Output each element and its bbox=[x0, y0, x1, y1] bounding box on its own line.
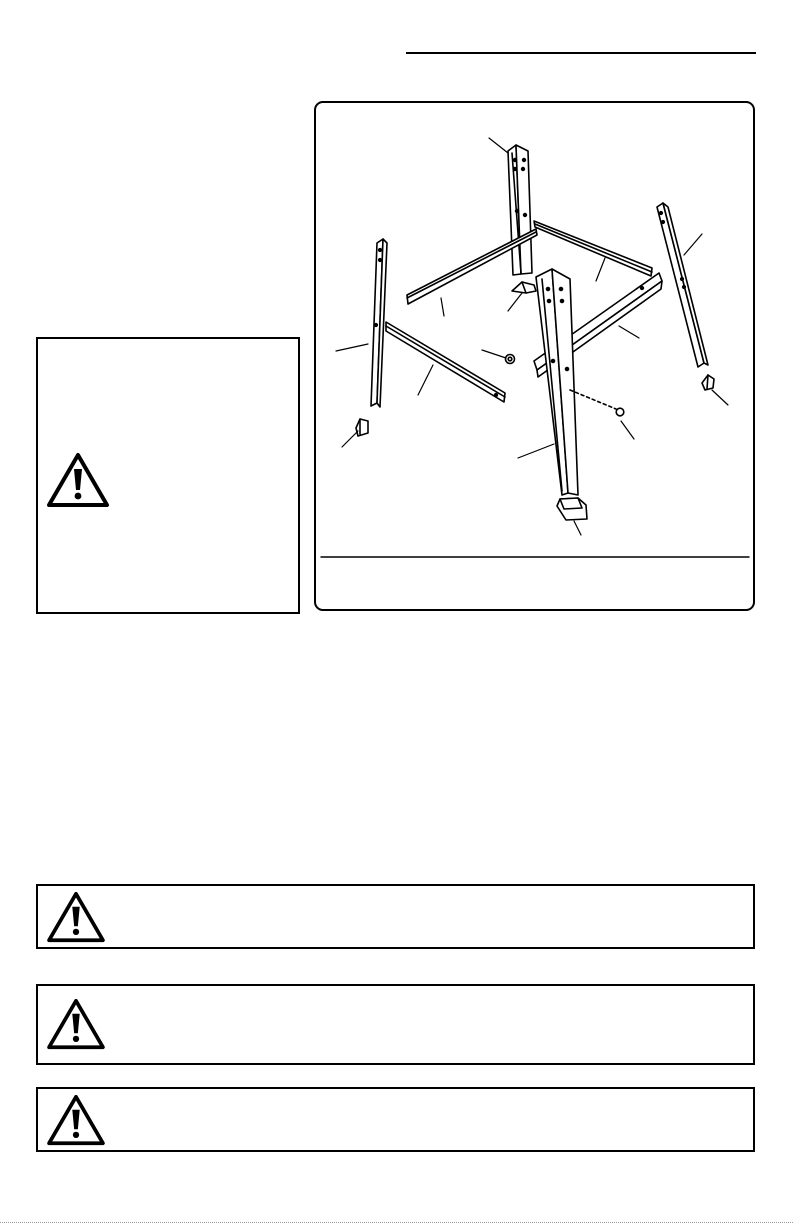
stand-assembly-figure bbox=[314, 101, 755, 611]
warning-triangle-icon bbox=[46, 998, 106, 1050]
warning-box-1 bbox=[36, 884, 755, 949]
leg-front bbox=[536, 269, 578, 495]
brace-back-right bbox=[534, 221, 652, 276]
stand-assembly-illustration bbox=[316, 103, 757, 613]
foot-right bbox=[702, 375, 714, 390]
bolt-path-dashed bbox=[570, 390, 616, 409]
warning-triangle-icon bbox=[46, 891, 106, 943]
warning-box-3 bbox=[36, 1087, 755, 1152]
leg-back bbox=[508, 145, 532, 275]
hex-nut bbox=[506, 355, 515, 364]
warning-triangle-icon bbox=[46, 1094, 106, 1146]
warning-box-2 bbox=[36, 984, 755, 1065]
carriage-bolt bbox=[616, 408, 624, 416]
page-bottom-edge bbox=[0, 1222, 793, 1224]
left-warning-box bbox=[36, 337, 300, 614]
leg-right bbox=[657, 203, 708, 367]
foot-front bbox=[557, 498, 587, 520]
warning-triangle-icon bbox=[46, 452, 110, 508]
foot-left bbox=[356, 419, 368, 436]
leg-left bbox=[371, 239, 387, 407]
foot-back bbox=[512, 282, 536, 293]
brace-front-left bbox=[386, 322, 505, 402]
header-rule bbox=[406, 52, 756, 54]
